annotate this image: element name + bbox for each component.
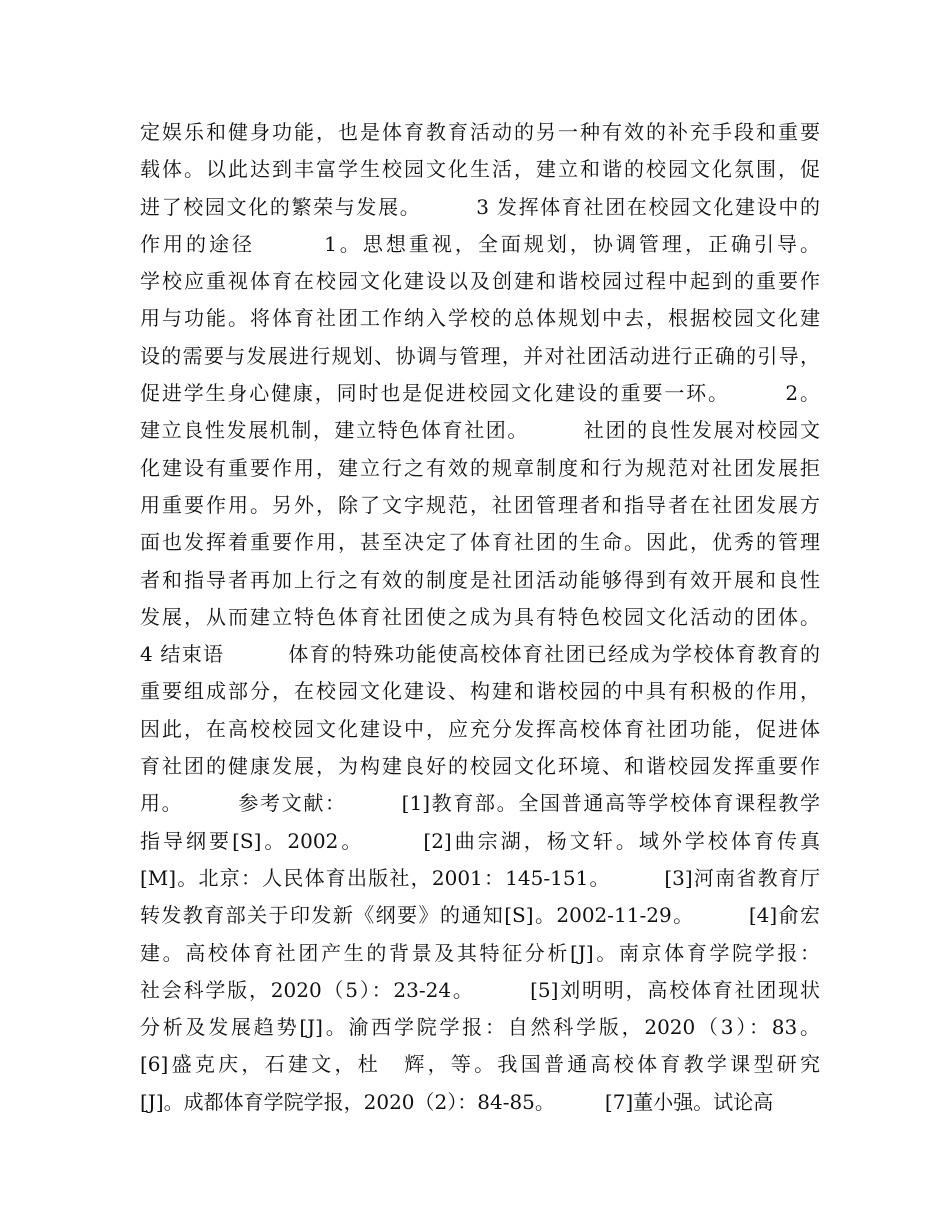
text-line: 建。高校体育社团产生的背景及其特征分析[J]。南京体育学院学报：	[140, 940, 820, 965]
text-line: 面也发挥着重要作用，甚至决定了体育社团的生命。因此，优秀的管理	[140, 530, 820, 555]
text-line: 转发教育部关于印发新《纲要》的通知[S]。2002-11-29。 [4]俞宏	[140, 903, 820, 928]
text-line: 用与功能。将体育社团工作纳入学校的总体规划中去，根据校园文化建	[140, 306, 820, 331]
text-line: 社会科学版，2020（5）：23-24。 [5]刘明明，高校体育社团现状	[140, 977, 820, 1002]
text-line: 分析及发展趋势[J]。渝西学院学报：自然科学版，2020（3）：83。	[140, 1015, 820, 1040]
text-line: 定娱乐和健身功能，也是体育教育活动的另一种有效的补充手段和重要	[140, 120, 820, 144]
text-line: 化建设有重要作用，建立行之有效的规章制度和行为规范对社团发展拒	[140, 455, 820, 480]
text-line: 进了校园文化的繁荣与发展。 3 发挥体育社团在校园文化建设中的	[140, 194, 820, 219]
text-line: 指导纲要[S]。2002。 [2]曲宗湖，杨文轩。域外学校体育传真	[140, 828, 820, 853]
text-line: 设的需要与发展进行规划、协调与管理，并对社团活动进行正确的引导，	[140, 343, 820, 368]
text-line: 用。 参考文献： [1]教育部。全国普通高等学校体育课程教学	[140, 791, 820, 816]
text-line: 促进学生身心健康，同时也是促进校园文化建设的重要一环。 2。	[140, 381, 820, 406]
text-line: 作用的途径 1。思想重视，全面规划，协调管理，正确引导。	[140, 231, 820, 256]
text-line: 者和指导者再加上行之有效的制度是社团活动能够得到有效开展和良性	[140, 567, 820, 592]
text-line: [J]。成都体育学院学报，2020（2）：84-85。 [7]董小强。试论高	[140, 1089, 774, 1114]
text-line: 用重要作用。另外，除了文字规范，社团管理者和指导者在社团发展方	[140, 492, 820, 517]
text-line: 重要组成部分，在校园文化建设、构建和谐校园的中具有积极的作用，	[140, 679, 820, 704]
text-line: 学校应重视体育在校园文化建设以及创建和谐校园过程中起到的重要作	[140, 269, 820, 294]
body-text	[140, 114, 820, 1121]
text-line: 育社团的健康发展，为构建良好的校园文化环境、和谐校园发挥重要作	[140, 754, 820, 779]
text-line: 4 结束语 体育的特殊功能使高校体育社团已经成为学校体育教育的	[140, 642, 820, 667]
text-line: [6]盛克庆，石建文，杜 辉，等。我国普通高校体育教学课型研究	[140, 1052, 820, 1077]
text-line: 发展，从而建立特色体育社团使之成为具有特色校园文化活动的团体。	[140, 604, 820, 629]
text-line: 因此，在高校校园文化建设中，应充分发挥高校体育社团功能，促进体	[140, 716, 820, 741]
text-line: 建立良性发展机制，建立特色体育社团。 社团的良性发展对校园文	[140, 418, 820, 443]
text-line: [M]。北京：人民体育出版社，2001：145-151。 [3]河南省教育厅	[140, 865, 820, 890]
text-line: 载体。以此达到丰富学生校园文化生活，建立和谐的校园文化氛围，促	[140, 157, 820, 182]
